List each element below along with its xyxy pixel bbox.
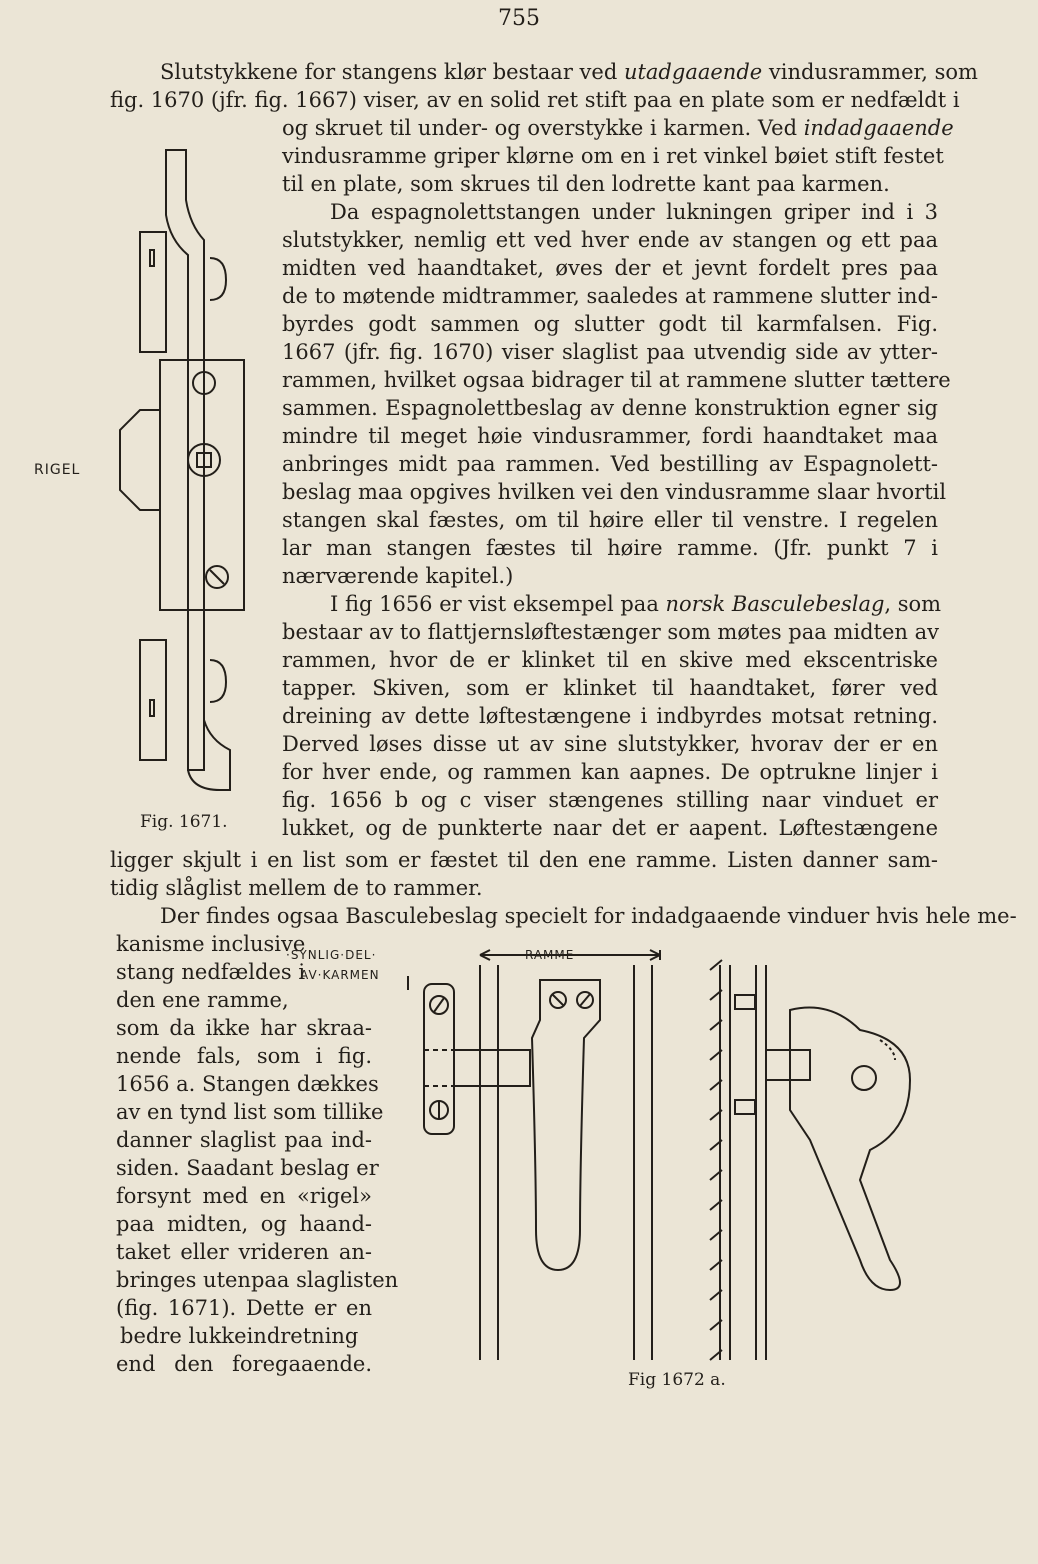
text-line: nærværende kapitel.): [282, 564, 514, 588]
text-line: mindre til meget høie vindusrammer, fordi haandtaket maa: [282, 424, 938, 448]
text-line: stang nedfældes i: [116, 960, 306, 984]
text-line: danner slaglist paa ind-: [116, 1128, 372, 1152]
text-line: ligger skjult i en list som er fæstet til den ene ramme. Listen danner sam-: [110, 848, 938, 872]
text-line: midten ved haandtaket, øves der et jevnt fordelt pres paa: [282, 256, 938, 280]
text-line: byrdes godt sammen og slutter godt til karmfalsen. Fig.: [282, 312, 938, 336]
text-line: av en tynd list som tillike: [116, 1100, 384, 1124]
text-line: for hver ende, og rammen kan aapnes. De optrukne linjer i: [282, 760, 938, 784]
text-line: forsynt med en «rigel»: [116, 1184, 372, 1208]
text-line: rammen, hvor de er klinket til en skive med ekscentriske: [282, 648, 938, 672]
text-line: stangen skal fæstes, om til høire eller til venstre. I regelen: [282, 508, 938, 532]
text-line: dreining av dette løftestængene i indbyrdes motsat retning.: [282, 704, 938, 728]
text-line: lar man stangen fæstes til høire ramme. (Jfr. punkt 7 i: [282, 536, 938, 560]
text-line: tidig slåglist mellem de to rammer.: [110, 876, 483, 900]
figure-1672a: [390, 940, 950, 1380]
text-line: fig. 1670 (jfr. fig. 1667) viser, av en solid ret stift paa en plate som er nedfældt i: [110, 88, 960, 112]
text-line: Da espagnolettstangen under lukningen griper ind i 3: [330, 200, 938, 224]
text-line: end den foregaaende.: [116, 1352, 372, 1376]
text-line: Slutstykkene for stangens klør bestaar ved utadgaaende vindusrammer, som: [160, 60, 978, 84]
espagnolette-drawing: [100, 140, 270, 800]
text-line: vindusramme griper klørne om en i ret vinkel bøiet stift festet: [282, 144, 944, 168]
text-line: den ene ramme,: [116, 988, 289, 1012]
page-number: 755: [498, 6, 540, 31]
figure-1671: [100, 140, 270, 800]
text-line: nende fals, som i fig.: [116, 1044, 372, 1068]
rigel-label: RIGEL: [34, 462, 81, 478]
text-line: fig. 1656 b og c viser stængenes stilling naar vinduet er: [282, 788, 938, 812]
text-line: Der findes ogsaa Basculebeslag specielt for indadgaaende vinduer hvis hele me-: [160, 904, 1017, 928]
text-line: I fig 1656 er vist eksempel paa norsk Basculebeslag, som: [330, 592, 942, 616]
figure-1671-caption: Fig. 1671.: [140, 812, 228, 832]
text-line: lukket, og de punkterte naar det er aapent. Løftestængene: [282, 816, 938, 840]
text-line: Derved løses disse ut av sine slutstykker, hvorav der er en: [282, 732, 938, 756]
text-line: slutstykker, nemlig ett ved hver ende av stangen og ett paa: [282, 228, 938, 252]
text-line: bedre lukkeindretning: [120, 1324, 359, 1348]
text-line: som da ikke har skraa-: [116, 1016, 372, 1040]
text-line: paa midten, og haand-: [116, 1212, 372, 1236]
ramme-label: RAMME: [525, 948, 575, 962]
text-line: til en plate, som skrues til den lodrette kant paa karmen.: [282, 172, 890, 196]
text-line: anbringes midt paa rammen. Ved bestilling av Espagnolett-: [282, 452, 938, 476]
text-line: kanisme inclusive: [116, 932, 306, 956]
text-line: siden. Saadant beslag er: [116, 1156, 379, 1180]
text-line: taket eller vrideren an-: [116, 1240, 372, 1264]
text-line: bringes utenpaa slaglisten: [116, 1268, 399, 1292]
av-karmen-label: AV·KARMEN: [300, 968, 380, 982]
text-line: sammen. Espagnolettbeslag av denne konstruktion egner sig: [282, 396, 938, 420]
figure-1672a-caption: Fig 1672 a.: [628, 1370, 726, 1390]
text-line: de to møtende midtrammer, saaledes at rammene slutter ind-: [282, 284, 938, 308]
text-line: bestaar av to flattjernsløftestænger som møtes paa midten av: [282, 620, 939, 644]
bascule-drawing: [390, 940, 950, 1380]
text-line: 1656 a. Stangen dækkes: [116, 1072, 379, 1096]
text-line: beslag maa opgives hvilken vei den vindusramme slaar hvortil: [282, 480, 947, 504]
text-line: (fig. 1671). Dette er en: [116, 1296, 372, 1320]
text-line: 1667 (jfr. fig. 1670) viser slaglist paa utvendig side av ytter-: [282, 340, 938, 364]
text-line: tapper. Skiven, som er klinket til haandtaket, fører ved: [282, 676, 938, 700]
text-line: og skruet til under- og overstykke i karmen. Ved indadgaaende: [282, 116, 954, 140]
text-line: rammen, hvilket ogsaa bidrager til at rammene slutter tættere: [282, 368, 951, 392]
synlig-del-label: ·SYNLIG·DEL·: [286, 948, 377, 962]
